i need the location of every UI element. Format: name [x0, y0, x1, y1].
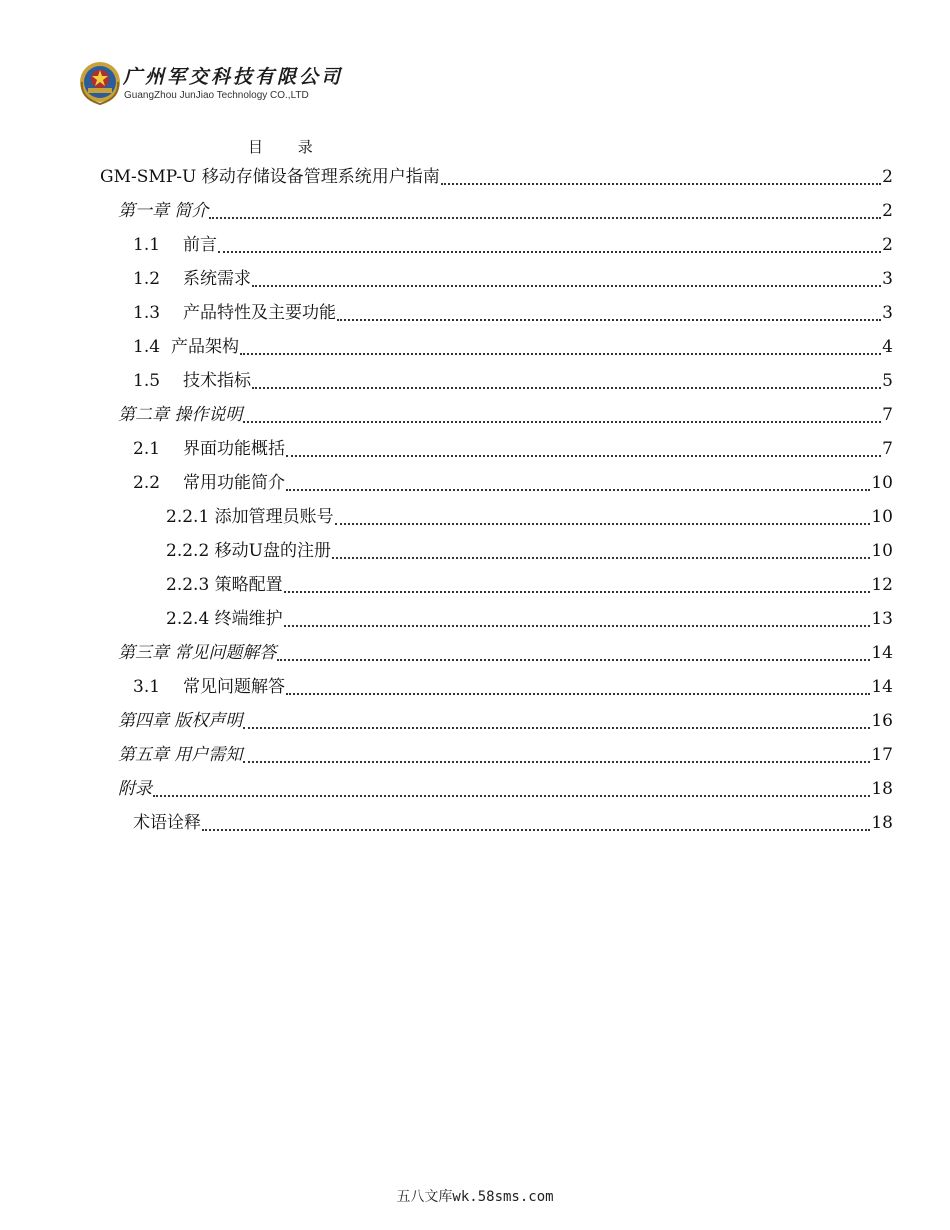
toc-entry-2-2-3[interactable] [166, 568, 893, 602]
toc-entry-page: 18 [871, 813, 893, 833]
toc-entry-number: 2.2 [133, 473, 161, 493]
toc-entry-page: 14 [871, 643, 893, 663]
toc-entry-2-2[interactable] [133, 466, 893, 500]
company-name-cn: 广州军交科技有限公司 [123, 66, 344, 88]
toc-entry-number: 1.4 [133, 337, 161, 357]
toc-entry-1-2[interactable] [133, 262, 893, 296]
toc-entry-text: 第四章 版权声明 [118, 711, 243, 731]
toc-entry-text: 第五章 用户需知 [118, 745, 243, 765]
toc-entry-glossary[interactable] [133, 806, 893, 840]
toc-entry-text: 产品特性及主要功能 [183, 303, 336, 323]
toc-entry-page: 10 [871, 541, 893, 561]
toc-entry-number: 2.1 [133, 439, 161, 459]
toc-entry-text: 界面功能概括 [183, 439, 285, 459]
toc-entry-chapter-4[interactable] [118, 704, 893, 738]
toc-entry-text: 第一章 简介 [118, 201, 209, 221]
dot-leader [286, 693, 870, 695]
toc-entry-text: 技术指标 [183, 371, 251, 391]
toc-entry-number: 1.3 [133, 303, 161, 323]
toc-entry-page: 7 [882, 439, 893, 459]
toc-entry-text: 系统需求 [183, 269, 251, 289]
toc-entry-page: 10 [871, 507, 893, 527]
dot-leader [218, 251, 881, 253]
toc-entry-number: 3.1 [133, 677, 161, 697]
toc-entry-page: 7 [882, 405, 893, 425]
toc-entry-page: 4 [882, 337, 893, 357]
toc-entry-chapter-5[interactable] [118, 738, 893, 772]
toc-entry-1-3[interactable] [133, 296, 893, 330]
emblem-icon [78, 58, 122, 106]
toc-entry-page: 12 [871, 575, 893, 595]
dot-leader [286, 455, 881, 457]
toc-entry-3-1[interactable] [133, 670, 893, 704]
toc-title: 目 录 [248, 138, 313, 156]
toc-entry-page: 16 [871, 711, 893, 731]
toc-entry-page: 3 [882, 269, 893, 289]
toc-entry-2-2-2[interactable] [166, 534, 893, 568]
dot-leader [286, 489, 870, 491]
toc-entry-text: 前言 [183, 235, 217, 255]
toc-entry-number: 1.1 [133, 235, 161, 255]
toc-entry-page: 5 [882, 371, 893, 391]
footer-watermark: 五八文库wk.58sms.com [396, 1189, 554, 1205]
dot-leader [240, 353, 881, 355]
toc-entry-chapter-2[interactable] [118, 398, 893, 432]
toc-entry-text: 第二章 操作说明 [118, 405, 243, 425]
dot-leader [284, 591, 871, 593]
toc-entry-1-4[interactable] [133, 330, 893, 364]
toc-entry-1-1[interactable] [133, 228, 893, 262]
company-name-en: GuangZhou JunJiao Technology CO.,LTD [124, 90, 309, 101]
toc-entry-chapter-3[interactable] [118, 636, 893, 670]
dot-leader [277, 659, 870, 661]
toc-entry-text: 常见问题解答 [183, 677, 285, 697]
dot-leader [337, 319, 881, 321]
dot-leader [252, 387, 881, 389]
toc-entry-text: GM-SMP-U 移动存储设备管理系统用户指南 [100, 167, 440, 187]
toc-entry-text: 常用功能简介 [183, 473, 285, 493]
dot-leader [284, 625, 871, 627]
dot-leader [153, 795, 870, 797]
toc-entry-text: 第三章 常见问题解答 [118, 643, 277, 663]
toc-entry-text: 2.2.2 移动U盘的注册 [166, 541, 331, 561]
dot-leader [335, 523, 871, 525]
dot-leader [243, 421, 881, 423]
toc-entry-2-2-4[interactable] [166, 602, 893, 636]
toc-entry-page: 13 [871, 609, 893, 629]
toc-entry-doc-title[interactable] [100, 160, 893, 194]
toc-entry-page: 17 [871, 745, 893, 765]
toc-entry-text: 产品架构 [171, 337, 239, 357]
dot-leader [243, 761, 870, 763]
company-logo [78, 58, 344, 108]
toc-entry-2-2-1[interactable] [166, 500, 893, 534]
toc-entry-number: 1.5 [133, 371, 161, 391]
toc-entry-page: 18 [871, 779, 893, 799]
toc-entry-page: 14 [871, 677, 893, 697]
dot-leader [441, 183, 881, 185]
toc-entry-page: 10 [871, 473, 893, 493]
toc-entry-chapter-1[interactable] [118, 194, 893, 228]
toc-entry-2-1[interactable] [133, 432, 893, 466]
toc-entry-number: 1.2 [133, 269, 161, 289]
toc-entry-appendix[interactable] [118, 772, 893, 806]
dot-leader [252, 285, 881, 287]
toc-entry-text: 2.2.1 添加管理员账号 [166, 507, 334, 527]
toc-entry-page: 2 [882, 235, 893, 255]
toc-entry-page: 2 [882, 167, 893, 187]
toc-entry-text: 2.2.4 终端维护 [166, 609, 283, 629]
toc-entry-page: 2 [882, 201, 893, 221]
toc-entry-page: 3 [882, 303, 893, 323]
dot-leader [243, 727, 870, 729]
toc-entry-text: 附录 [118, 779, 152, 799]
toc-entry-1-5[interactable] [133, 364, 893, 398]
dot-leader [332, 557, 870, 559]
dot-leader [209, 217, 881, 219]
dot-leader [202, 829, 870, 831]
toc-entry-text: 2.2.3 策略配置 [166, 575, 283, 595]
toc-entry-text: 术语诠释 [133, 813, 201, 833]
